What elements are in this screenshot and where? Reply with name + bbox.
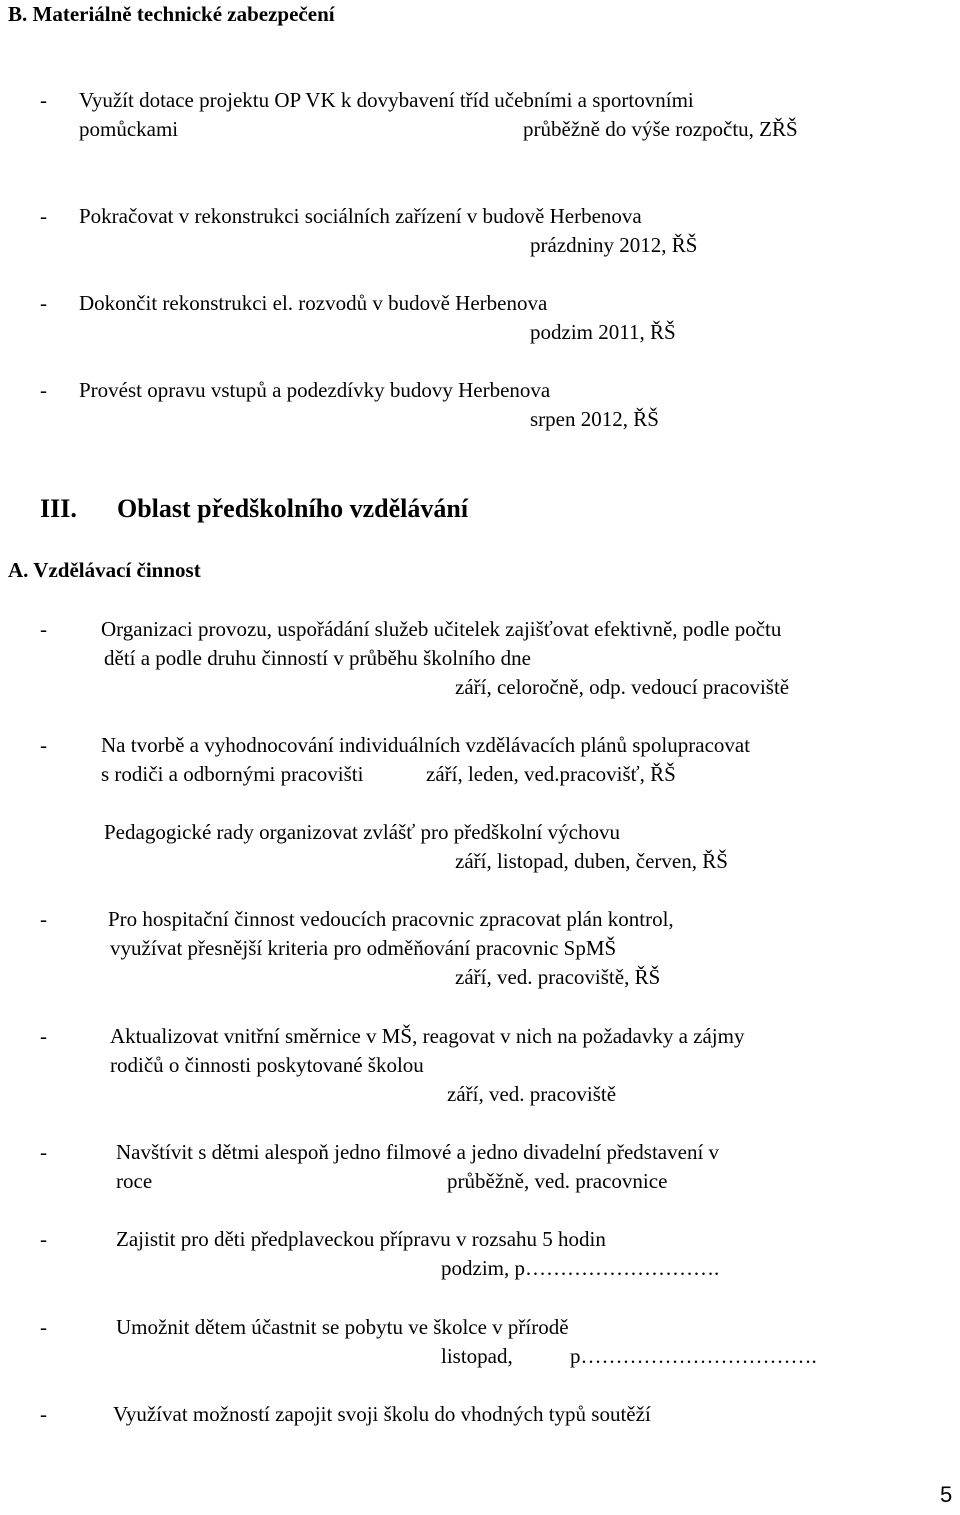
section-number: III. xyxy=(40,494,77,523)
list-dash: - xyxy=(40,907,47,931)
page-number: 5 xyxy=(940,1482,953,1507)
section-a-heading: A. Vzdělávací činnost xyxy=(8,558,201,582)
item-deadline: září, celoročně, odp. vedoucí pracoviště xyxy=(455,675,790,699)
item-deadline: podzim 2011, ŘŠ xyxy=(530,320,676,344)
item-text-line1: Navštívit s dětmi alespoň jedno filmové a jedno divadelní představení v xyxy=(116,1140,720,1164)
item-deadline: průběžně, ved. pracovnice xyxy=(447,1169,668,1193)
item-text-line1: Organizaci provozu, uspořádání služeb učitelek zajišťovat efektivně, podle počtu xyxy=(101,617,782,641)
item-text-line1: Zajistit pro děti předplaveckou přípravu v rozsahu 5 hodin xyxy=(116,1227,606,1251)
item-text-line1: Provést opravu vstupů a podezdívky budovy Herbenova xyxy=(79,378,551,402)
item-text-line1: Pedagogické rady organizovat zvlášť pro předškolní výchovu xyxy=(104,820,620,844)
item-deadline: září, listopad, duben, červen, ŘŠ xyxy=(455,849,728,873)
item-text-line2: roce xyxy=(116,1169,153,1193)
section-title: Oblast předškolního vzdělávání xyxy=(117,494,469,523)
list-dash: - xyxy=(40,733,47,757)
item-text-line2: využívat přesnější kriteria pro odměňování pracovnic SpMŠ xyxy=(110,936,617,960)
item-responsible: p……………………………. xyxy=(570,1344,817,1368)
item-deadline: podzim, p………………………. xyxy=(441,1256,720,1280)
item-text-line2: pomůckami xyxy=(79,117,179,141)
item-deadline: září, leden, ved.pracovišť, ŘŠ xyxy=(426,762,676,786)
list-dash: - xyxy=(40,617,47,641)
list-dash: - xyxy=(40,1024,47,1048)
item-deadline: září, ved. pracoviště, ŘŠ xyxy=(455,965,661,989)
item-text-line2: dětí a podle druhu činností v průběhu školního dne xyxy=(104,646,531,670)
item-deadline: listopad, xyxy=(441,1344,513,1368)
item-text-line1: Pokračovat v rekonstrukci sociálních zařízení v budově Herbenova xyxy=(79,204,642,228)
item-text-line1: Pro hospitační činnost vedoucích pracovnic zpracovat plán kontrol, xyxy=(108,907,674,931)
item-text-line1: Dokončit rekonstrukci el. rozvodů v budově Herbenova xyxy=(79,291,548,315)
item-text-line1: Aktualizovat vnitřní směrnice v MŠ, reagovat v nich na požadavky a zájmy xyxy=(110,1024,745,1048)
item-deadline: září, ved. pracoviště xyxy=(447,1082,617,1106)
list-dash: - xyxy=(40,378,47,402)
item-text-line2: s rodiči a odbornými pracovišti xyxy=(101,762,364,786)
list-dash: - xyxy=(40,291,47,315)
item-text-line1: Umožnit dětem účastnit se pobytu ve školce v přírodě xyxy=(116,1315,569,1339)
item-text-line1: Využívat možností zapojit svoji školu do vhodných typů soutěží xyxy=(113,1402,651,1426)
list-dash: - xyxy=(40,1140,47,1164)
item-deadline: průběžně do výše rozpočtu, ZŘŠ xyxy=(523,117,798,141)
list-dash: - xyxy=(40,1227,47,1251)
item-deadline: srpen 2012, ŘŠ xyxy=(530,407,659,431)
list-dash: - xyxy=(40,204,47,228)
section-b-heading: B. Materiálně technické zabezpečení xyxy=(8,2,335,26)
list-dash: - xyxy=(40,1315,47,1339)
item-text-line1: Na tvorbě a vyhodnocování individuálních vzdělávacích plánů spolupracovat xyxy=(101,733,751,757)
list-dash: - xyxy=(40,1402,47,1426)
item-deadline: prázdniny 2012, ŘŠ xyxy=(530,233,698,257)
list-dash: - xyxy=(40,88,47,112)
item-text-line2: rodičů o činnosti poskytované školou xyxy=(110,1053,424,1077)
item-text-line1: Využít dotace projektu OP VK k dovybavení tříd učebními a sportovními xyxy=(79,88,694,112)
